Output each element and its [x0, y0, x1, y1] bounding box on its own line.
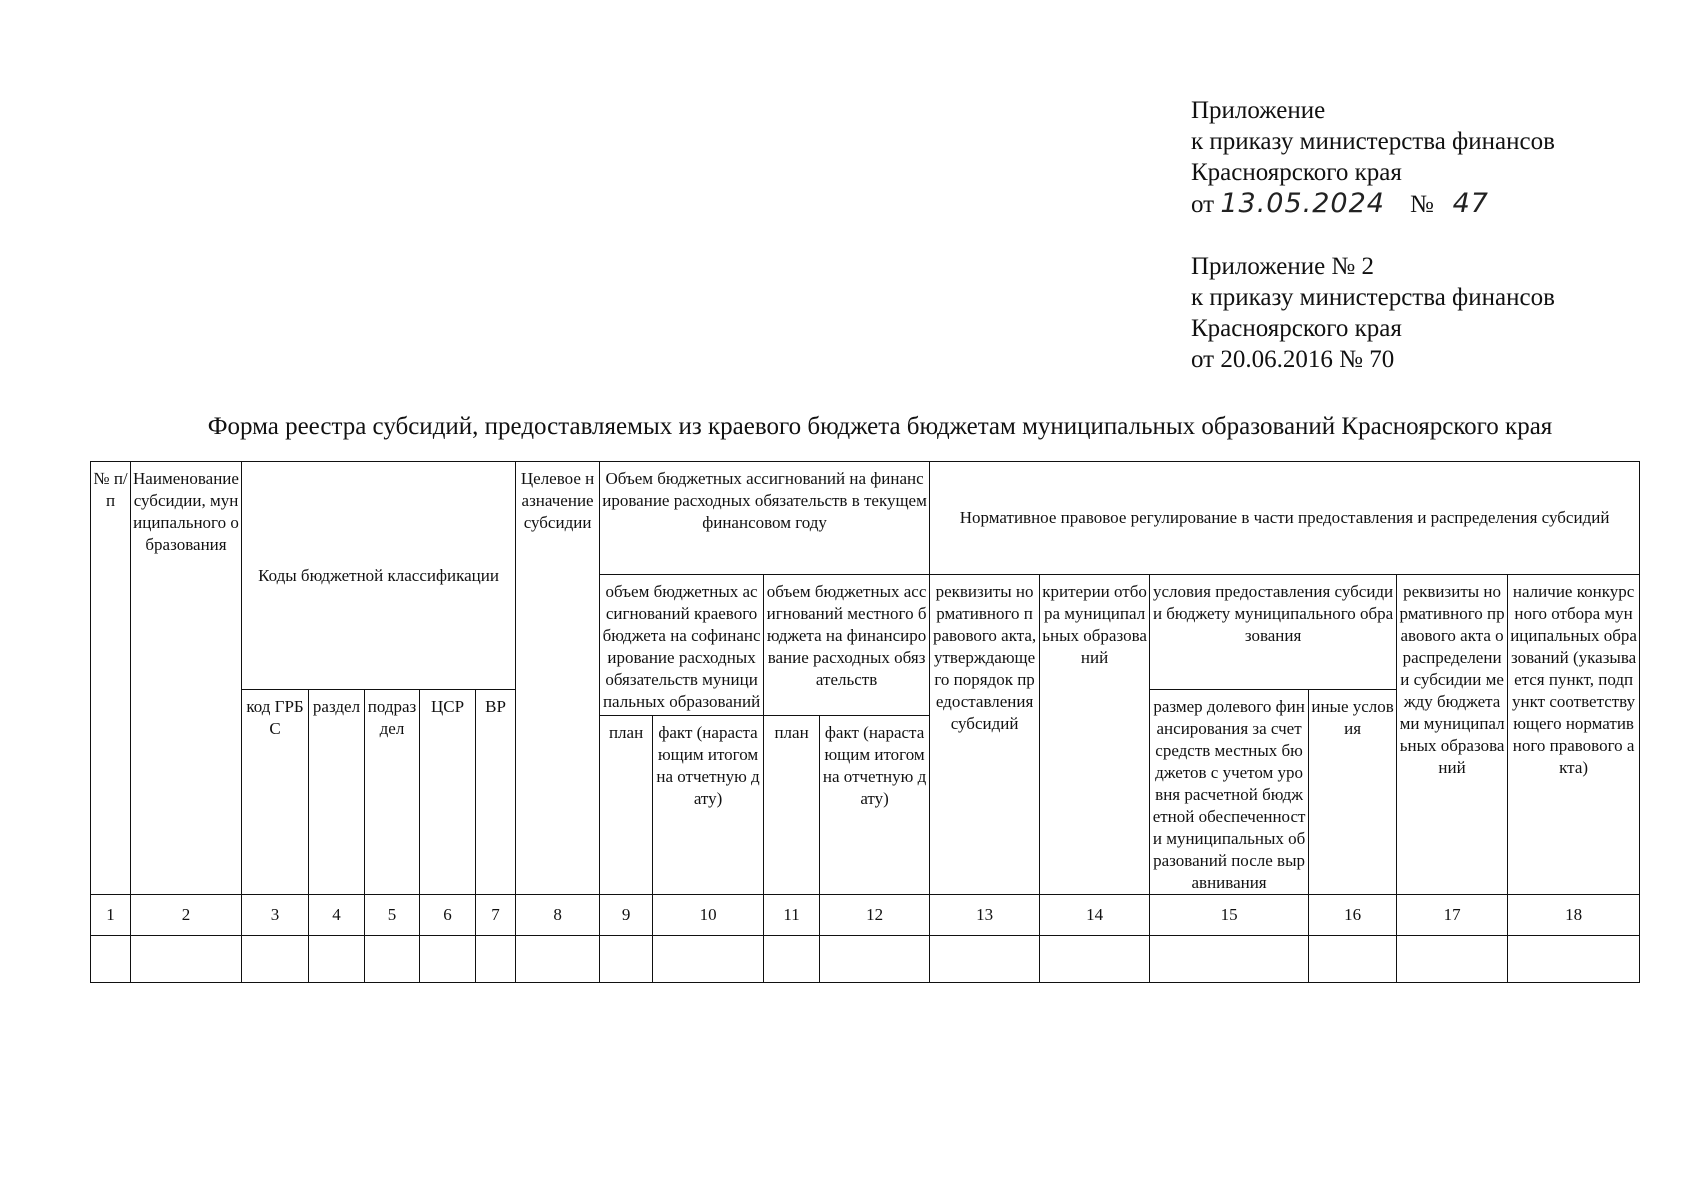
table-cell [131, 936, 242, 983]
annex-region: Красноярского края [1191, 159, 1402, 186]
annex2-order-reference: к приказу министерства финансов [1191, 284, 1555, 311]
column-number: 3 [242, 895, 309, 936]
column-number: 13 [930, 895, 1040, 936]
column-number: 8 [516, 895, 600, 936]
header-regional-fact: факт (нарастающим итогом на отчетную дату) [653, 716, 764, 895]
column-number: 10 [653, 895, 764, 936]
header-name: Наименование субсидии, муниципального образования [131, 462, 242, 895]
annex-block-current [1191, 95, 1555, 220]
number-sign: № [1409, 191, 1434, 218]
column-number: 16 [1309, 895, 1397, 936]
header-code-razdel: раздел [309, 690, 365, 895]
header-criteria: критерии отбора муниципальных образований [1040, 575, 1150, 895]
column-number: 11 [764, 895, 820, 936]
table-cell [930, 936, 1040, 983]
header-code-csr: ЦСР [420, 690, 476, 895]
header-code-podrazdel: подраздел [365, 690, 420, 895]
annex-date-line [1191, 188, 1555, 220]
table-cell [420, 936, 476, 983]
header-volume-local: объем бюджетных ассигнований местного бюджета на финансирование расходных обязательств [764, 575, 930, 716]
annex2-heading: Приложение № 2 [1191, 253, 1375, 280]
table-cell [653, 936, 764, 983]
table-cell [600, 936, 653, 983]
header-local-fact: факт (нарастающим итогом на отчетную дату) [820, 716, 930, 895]
header-conditions: условия предоставления субсидии бюджету муниципального образования [1150, 575, 1397, 690]
table-cell [91, 936, 131, 983]
table-cell [476, 936, 516, 983]
header-volume-regional: объем бюджетных ассигнований краевого бюджета на софинансирование расходных обязательств муниципальных образований [600, 575, 764, 716]
column-number: 1 [91, 895, 131, 936]
header-requisites-distribution: реквизиты нормативного правового акта о распределении субсидии между бюджетами муниципальных образований [1397, 575, 1508, 895]
annex2-region: Красноярского края [1191, 315, 1402, 342]
header-budget-codes: Коды бюджетной классификации [242, 462, 516, 690]
annex2-date-number: от 20.06.2016 № 70 [1191, 346, 1395, 373]
table-cell [1040, 936, 1150, 983]
header-regional-plan: план [600, 716, 653, 895]
header-regulation: Нормативное правовое регулирование в части предоставления и распределения субсидий [930, 462, 1640, 575]
table-cell [516, 936, 600, 983]
empty-data-row [91, 936, 1640, 983]
handwritten-number: 47 [1452, 188, 1489, 219]
column-number: 6 [420, 895, 476, 936]
column-number: 17 [1397, 895, 1508, 936]
header-local-plan: план [764, 716, 820, 895]
column-number-row [91, 895, 1640, 936]
header-conditions-other: иные условия [1309, 690, 1397, 895]
header-num: № п/п [91, 462, 131, 895]
column-number: 5 [365, 895, 420, 936]
header-competition: наличие конкурсного отбора муниципальных образований (указывается пункт, подпункт соответствующего нормативного правового акта) [1508, 575, 1640, 895]
annex-block-original [1191, 251, 1555, 375]
column-number: 2 [131, 895, 242, 936]
column-number: 12 [820, 895, 930, 936]
header-volume: Объем бюджетных ассигнований на финансирование расходных обязательств в текущем финансовом году [600, 462, 930, 575]
table-cell [820, 936, 930, 983]
handwritten-date: 13.05.2024 [1220, 188, 1385, 219]
column-number: 7 [476, 895, 516, 936]
date-prefix: от [1191, 191, 1215, 218]
table-cell [309, 936, 365, 983]
column-number: 9 [600, 895, 653, 936]
table-cell [1309, 936, 1397, 983]
table-cell [1508, 936, 1640, 983]
table-cell [1150, 936, 1309, 983]
subsidy-registry-table [90, 461, 1640, 983]
column-number: 18 [1508, 895, 1640, 936]
document-title: Форма реестра субсидий, предоставляемых из краевого бюджета бюджетам муниципальных образований Красноярского края [207, 413, 1553, 440]
table-cell [242, 936, 309, 983]
annex-heading: Приложение [1191, 97, 1326, 124]
table-cell [365, 936, 420, 983]
column-number: 15 [1150, 895, 1309, 936]
table-cell [764, 936, 820, 983]
header-purpose: Целевое назначение субсидии [516, 462, 600, 895]
header-code-grbs: код ГРБС [242, 690, 309, 895]
header-requisites-order: реквизиты нормативного правового акта, утверждающего порядок предоставления субсидий [930, 575, 1040, 895]
annex-order-reference: к приказу министерства финансов [1191, 128, 1555, 155]
header-conditions-share: размер долевого финансирования за счет средств местных бюджетов с учетом уровня расчетной бюджетной обеспеченности муниципальных образований после выравнивания [1150, 690, 1309, 895]
column-number: 4 [309, 895, 365, 936]
header-code-vr: ВР [476, 690, 516, 895]
table-cell [1397, 936, 1508, 983]
column-number: 14 [1040, 895, 1150, 936]
